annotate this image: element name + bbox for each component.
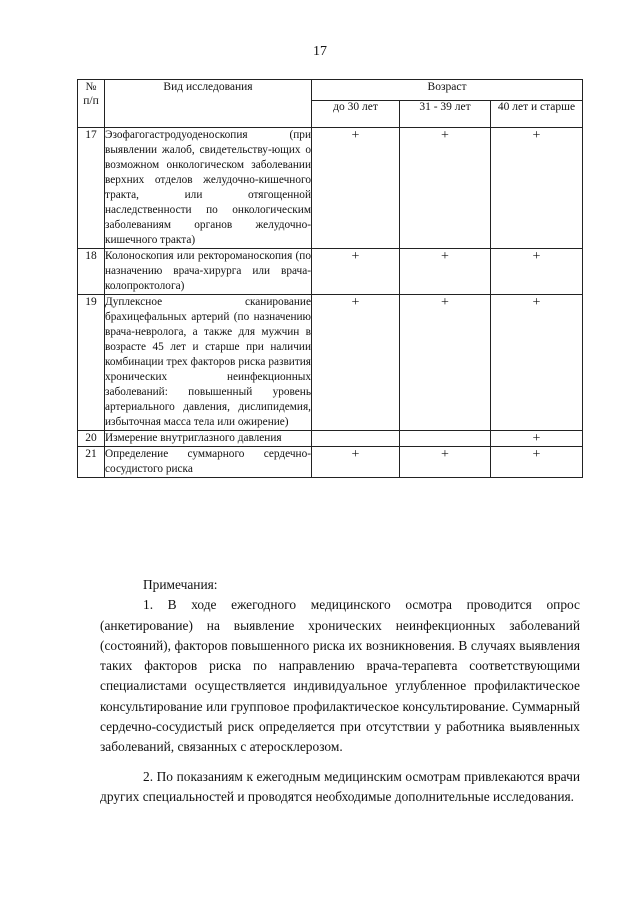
row-mark-40-plus: + — [491, 128, 583, 249]
row-description: Измерение внутриглазного давления — [105, 431, 312, 447]
header-number-symbol: № — [85, 81, 97, 93]
note-paragraph: 1. В ходе ежегодного медицинского осмотра проводится опрос (анкетирование) на выявление хронических неинфекционных заболеваний (состояний), факторов повышенного риска их возникновения. В случаях выявления таких факторов риска по направлению врача-терапевта соответствующими специалистами осуществляется индивидуальное углубленное профилактическое консультирование или групповое профилактическое консультирование. Суммарный сердечно-сосудистый риск определяется при отсутствии у работника выявленных заболеваний, связанных с атеросклерозом. — [100, 597, 580, 755]
row-number: 18 — [78, 249, 105, 295]
row-mark-31-39: + — [400, 249, 491, 295]
header-exam-type: Вид исследования — [105, 80, 312, 128]
header-age-under-30: до 30 лет — [312, 101, 400, 128]
row-number: 21 — [78, 447, 105, 478]
row-mark-31-39: + — [400, 295, 491, 431]
table-row — [78, 128, 583, 249]
header-number — [78, 80, 105, 128]
row-description: Колоноскопия или ректороманоскопия (по назначению врача-хирурга или врача-колопроктолога) — [105, 249, 312, 295]
notes-section — [100, 575, 580, 807]
notes-heading: Примечания: — [143, 577, 218, 592]
row-mark-under-30 — [312, 431, 400, 447]
row-mark-under-30: + — [312, 447, 400, 478]
table-header-row — [78, 80, 583, 101]
row-mark-40-plus: + — [491, 295, 583, 431]
row-mark-31-39 — [400, 431, 491, 447]
table-row — [78, 295, 583, 431]
row-description: Дуплексное сканирование брахицефальных артерий (по назначению врача-невролога, а также для мужчин в возрасте 45 лет и старше при наличии комбинации трех факторов риска развития хронических неинфекционных заболеваний: повышенный уровень артериального давления, дислипидемия, избыточная масса тела или ожирение) — [105, 295, 312, 431]
row-mark-31-39: + — [400, 447, 491, 478]
table-row — [78, 447, 583, 478]
header-number-abbr: п/п — [83, 95, 99, 107]
header-age: Возраст — [312, 80, 583, 101]
table-row — [78, 431, 583, 447]
row-description: Определение суммарного сердечно-сосудистого риска — [105, 447, 312, 478]
row-mark-under-30: + — [312, 128, 400, 249]
row-number: 17 — [78, 128, 105, 249]
row-mark-31-39: + — [400, 128, 491, 249]
page-number: 17 — [313, 44, 327, 59]
row-number: 19 — [78, 295, 105, 431]
row-mark-under-30: + — [312, 295, 400, 431]
note-paragraph: 2. По показаниям к ежегодным медицинским осмотрам привлекаются врачи других специальностей и проводятся необходимые дополнительные исследования. — [100, 768, 580, 804]
header-age-40-plus: 40 лет и старше — [491, 101, 583, 128]
row-mark-40-plus: + — [491, 431, 583, 447]
header-age-31-39: 31 - 39 лет — [400, 101, 491, 128]
row-mark-40-plus: + — [491, 249, 583, 295]
row-mark-under-30: + — [312, 249, 400, 295]
table-row — [78, 249, 583, 295]
examination-table — [77, 79, 583, 478]
row-description: Эзофагогастродуоденоскопия (при выявлении жалоб, свидетельству-ющих о возможном онкологическом заболевании верхних отделов желудочно-кишечного тракта, или отягощенной наследственности по онкологическим заболеваниям органов желудочно-кишечного тракта) — [105, 128, 312, 249]
row-mark-40-plus: + — [491, 447, 583, 478]
row-number: 20 — [78, 431, 105, 447]
